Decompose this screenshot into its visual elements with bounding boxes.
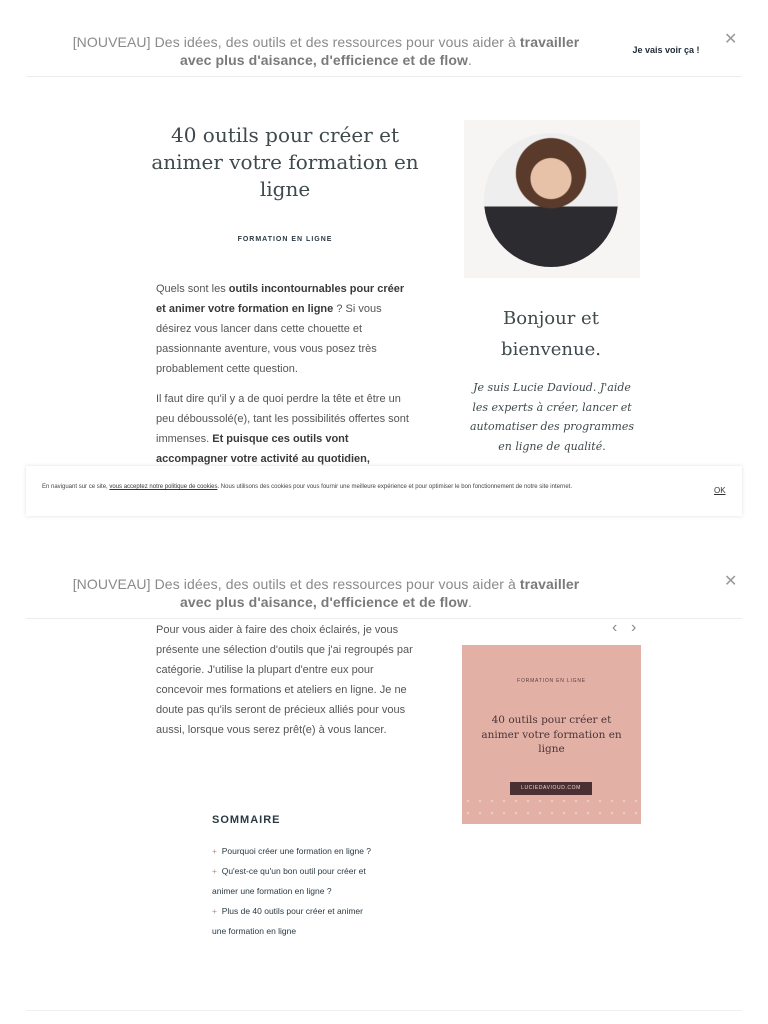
banner-cta-button[interactable]: Je vais voir ça !	[632, 45, 700, 55]
category-link[interactable]: FORMATION EN LIGNE	[237, 236, 333, 243]
promo-image[interactable]	[462, 645, 641, 824]
summary-item[interactable]: + Pourquoi créer une formation en ligne ?	[212, 846, 372, 856]
article-paragraph: Quels sont les outils incontournables pour créer et animer votre formation en ligne ? Si vous désirez vous lancer dans cette chouette et passionnante aventure, vous vous posez très probablement cette question.	[156, 283, 405, 375]
page-title: 40 outils pour créer et animer votre formation en ligne	[151, 123, 419, 201]
announcement-banner	[26, 542, 742, 619]
author-photo	[484, 133, 618, 267]
cookie-policy-link[interactable]: vous acceptez notre politique de cookies	[109, 484, 218, 490]
announcement-banner	[26, 0, 742, 77]
carousel-next-icon[interactable]: ›	[631, 619, 637, 636]
summary-title: SOMMAIRE	[212, 814, 281, 826]
article-paragraph: Pour vous aider à faire des choix éclairés, je vous présente une sélection d'outils que j'ai regroupés par catégorie. J'utilise la plupart d'entre eux pour concevoir mes formations et ateliers en ligne. Je ne doute pas qu'ils seront de précieux alliés pour vous aussi, lorsque vous serez prêt(e) à vous lancer.	[156, 624, 413, 736]
cookie-banner	[26, 466, 742, 516]
article-paragraph: Il faut dire qu'il y a de quoi perdre la tête et être un peu déboussolé(e), tant les possibilités offertes sont immenses. Et puisque ces outils vont accompagner votre activité au quotidien,	[156, 393, 409, 465]
summary-item[interactable]: + Plus de 40 outils pour créer et animer une formation en ligne	[212, 906, 363, 936]
banner-prefix: [NOUVEAU]	[72, 576, 151, 592]
sidebar-intro: Je suis Lucie Davioud. J'aide les experts à créer, lancer et automatiser des programmes en ligne de qualité.	[469, 381, 634, 453]
close-icon[interactable]: ✕	[724, 573, 738, 590]
divider	[26, 1010, 742, 1011]
carousel-prev-icon[interactable]: ‹	[612, 619, 618, 636]
banner-prefix: [NOUVEAU]	[72, 34, 151, 50]
banner-message: [NOUVEAU] Des idées, des outils et des ressources pour vous aider à travailler avec plus d'aisance, d'efficience et de flow.	[72, 576, 580, 610]
promo-url-badge: LUCIEDAVIOUD.COM	[510, 782, 592, 795]
cookie-ok-button[interactable]: OK	[714, 486, 726, 495]
summary-list	[212, 841, 372, 941]
close-icon[interactable]: ✕	[724, 31, 738, 48]
summary-item[interactable]: + Qu'est-ce qu'un bon outil pour créer et animer une formation en ligne ?	[212, 866, 366, 896]
sidebar-greeting: Bonjour et bienvenue.	[501, 308, 601, 360]
cookie-message: En naviguant sur ce site, vous acceptez notre politique de cookies. Nous utilisons des cookies pour vous fournir une meilleure expérience et pour optimiser le bon fonctionnement de notre site internet.	[42, 484, 572, 490]
banner-message: [NOUVEAU] Des idées, des outils et des ressources pour vous aider à travailler avec plus d'aisance, d'efficience et de flow.	[72, 34, 580, 68]
promo-category: FORMATION EN LIGNE	[517, 678, 586, 684]
promo-title: 40 outils pour créer et animer votre formation en ligne	[481, 714, 622, 755]
